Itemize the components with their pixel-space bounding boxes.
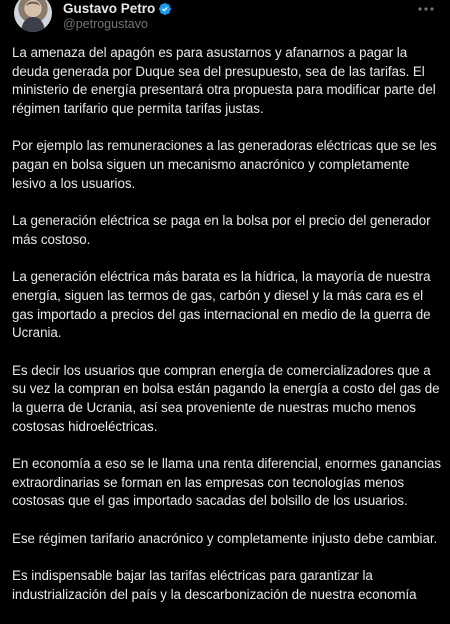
author-name-row[interactable]	[63, 1, 172, 17]
avatar[interactable]	[14, 0, 52, 32]
post-paragraph: Es indispensable bajar las tarifas eléctricas para garantizar la industrialización del país y la descarbonización de nuestra economía	[12, 568, 417, 603]
post-text	[12, 44, 442, 624]
author-handle[interactable]: @petrogustavo	[63, 17, 148, 31]
post-paragraph: La amenaza del apagón es para asustarnos y afanarnos a pagar la deuda generada por Duque sea del presupuesto, sea de las tarifas. El ministerio de energía presentará otra propuesta para modificar parte del régimen tarifario que permita tarifas justas.	[12, 45, 436, 116]
more-horizontal-icon[interactable]	[416, 2, 436, 16]
post-paragraph: En economía a eso se le llama una renta diferencial, enormes ganancias extraordinarias se forman en las empresas con tecnologías menos costosas que el gas importado sacadas del bolsillo de los usuarios.	[12, 456, 441, 509]
verified-badge-icon	[158, 2, 172, 16]
post-paragraph: Por ejemplo las remuneraciones a las generadoras eléctricas que se les pagan en bolsa siguen un mecanismo anacrónico y completamente lesivo a los usuarios.	[12, 138, 437, 191]
author-name[interactable]: Gustavo Petro	[63, 1, 156, 16]
avatar-photo	[14, 0, 52, 32]
post-paragraph: Es decir los usuarios que compran energía de comercializadores que a su vez la compran en bolsa están pagando la energía a costo del gas de la guerra de Ucrania, así sea proveniente de nuestras mucho menos costosas hidroeléctricas.	[12, 362, 440, 434]
post-paragraph: La generación eléctrica se paga en la bolsa por el precio del generador más costoso.	[12, 213, 431, 247]
post-paragraph: Ese régimen tarifario anacrónico y completamente injusto debe cambiar.	[12, 530, 438, 546]
post-paragraph: La generación eléctrica más barata es la hídrica, la mayoría de nuestra energía, siguen las termos de gas, carbón y diesel y la más cara es el gas importado a precios del gas internacional en medio de la guerra de Ucrania.	[12, 269, 431, 341]
post-header	[0, 0, 450, 40]
